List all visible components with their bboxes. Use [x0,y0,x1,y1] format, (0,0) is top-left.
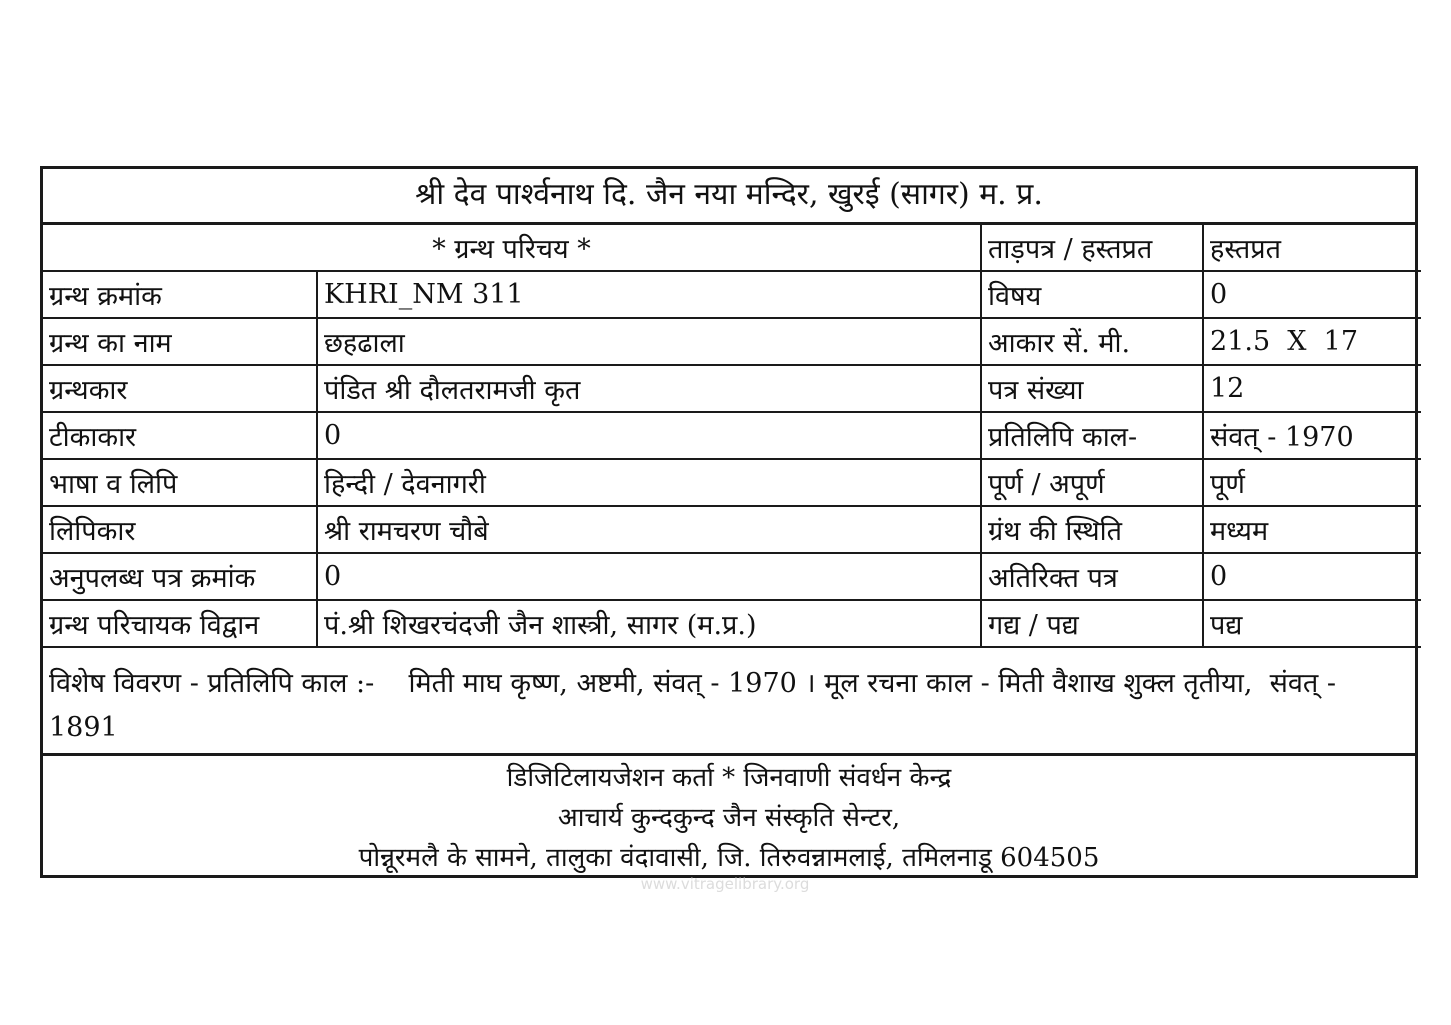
row-label: ग्रन्थ का नाम [43,318,317,365]
row-value: KHRI_NM 311 [317,271,981,318]
row-label: लिपिकार [43,506,317,553]
row-value-2: पूर्ण [1203,459,1421,506]
row-label: ग्रन्थ परिचायक विद्वान [43,600,317,647]
row-label-2: आकार सें. मी. [981,318,1203,365]
row-value: हिन्दी / देवनागरी [317,459,981,506]
row-label: टीकाकार [43,412,317,459]
row-label-2: ग्रंथ की स्थिति [981,506,1203,553]
footer-line-3: पोन्नूरमलै के सामने, तालुका वंदावासी, जि. तिरुवन्नामलाई, तमिलनाडू 604505 [358,843,1100,873]
row-value: छहढाला [317,318,981,365]
table-row [43,506,1421,553]
table-row [43,459,1421,506]
table-row [43,318,1421,365]
table-header-row [43,225,1421,271]
row-label: ग्रन्थकार [43,365,317,412]
scan-background [0,922,1451,1025]
row-label-2: गद्य / पद्य [981,600,1203,647]
footer-line-2: आचार्य कुन्दकुन्द जैन संस्कृति सेन्टर, [557,803,901,833]
row-value: पंडित श्री दौलतरामजी कृत [317,365,981,412]
medium-value: हस्तप्रत [1203,225,1421,271]
row-label: ग्रन्थ क्रमांक [43,271,317,318]
row-value: पं.श्री शिखरचंदजी जैन शास्त्री, सागर (म.प्र.) [317,600,981,647]
table-row [43,412,1421,459]
info-table [43,225,1421,648]
row-value-2: मध्यम [1203,506,1421,553]
row-label: भाषा व लिपि [43,459,317,506]
special-details: विशेष विवरण - प्रतिलिपि काल :- मिती माघ कृष्ण, अष्टमी, संवत् - 1970 । मूल रचना काल - मिती वैशाख शुक्ल तृतीया, संवत् - 1891 [43,656,1415,756]
row-value-2: पद्य [1203,600,1421,647]
table-row [43,271,1421,318]
row-value: 0 [317,412,981,459]
manuscript-info-card [40,166,1418,878]
row-value-2: 0 [1203,271,1421,318]
row-value: 0 [317,553,981,600]
row-label: अनुपलब्ध पत्र क्रमांक [43,553,317,600]
row-value-2: 21.5 X 17 [1203,318,1421,365]
row-label-2: पत्र संख्या [981,365,1203,412]
digitization-footer [43,756,1415,880]
section-label: * ग्रन्थ परिचय * [43,225,981,271]
table-row [43,600,1421,647]
table-row [43,553,1421,600]
temple-title: श्री देव पार्श्वनाथ दि. जैन नया मन्दिर, खुरई (सागर) म. प्र. [43,169,1415,225]
row-value-2: 12 [1203,365,1421,412]
row-label-2: पूर्ण / अपूर्ण [981,459,1203,506]
row-value-2: 0 [1203,553,1421,600]
row-value-2: संवत् - 1970 [1203,412,1421,459]
row-label-2: विषय [981,271,1203,318]
footer-line-1: डिजिटिलायजेशन कर्ता * जिनवाणी संवर्धन केन्द्र [506,763,952,793]
watermark: www.vitragelibrary.org [640,875,810,893]
row-label-2: प्रतिलिपि काल- [981,412,1203,459]
row-value: श्री रामचरण चौबे [317,506,981,553]
medium-label: ताड़पत्र / हस्तप्रत [981,225,1203,271]
table-row [43,365,1421,412]
row-label-2: अतिरिक्त पत्र [981,553,1203,600]
